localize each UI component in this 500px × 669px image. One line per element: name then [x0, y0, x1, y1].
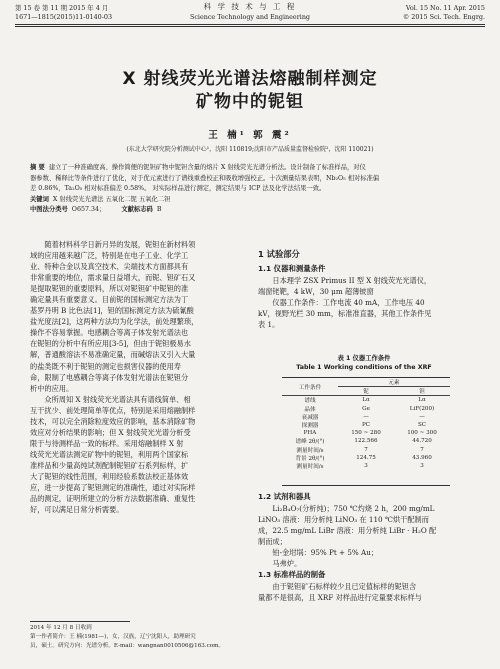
section-1-1-line: 日本理学 ZSX Primus II 型 X 射线荧光光谱仪，	[272, 276, 432, 285]
intro-line: 线荧光光谱法测定矿物中的铌钽，利用两个国家标	[30, 449, 189, 459]
abstract-line-3: 差 0.86%，Ta₂O₅ 相对标准偏差 0.58%。 对实际样品进行测定，测定结果与 ICP 法及化学法结果一致。	[30, 185, 326, 193]
table-row	[282, 429, 450, 437]
table-cell-ta: Lα	[418, 397, 426, 404]
table-cell-ta: 7	[420, 446, 424, 453]
table-cell-ta: LiF(200)	[409, 405, 435, 412]
intro-line: 的盐类既不利于铌钽的测定也损害仪器的使用寿	[30, 361, 181, 371]
table-cell-param: 晶体	[304, 406, 316, 413]
intro-line: 域的应用越来越广泛，特别是在电子工业、化学工	[30, 251, 189, 261]
doc-code: B	[156, 206, 162, 214]
intro-line: 业、特种合金以及真空技术、尖端技术方面都具有	[30, 262, 189, 272]
table-cell-ta: 3	[420, 462, 424, 469]
journal-volume-en: Vol. 15 No. 11 Apr. 2015	[405, 4, 485, 12]
intro-line: 众所周知 X 射线荧光光谱法具有谱线简单、相	[44, 394, 191, 404]
intro-line: 应，进一步提高了铌钽测定的准确性，通过对实际样	[30, 483, 196, 493]
table-cell-nb: —	[363, 413, 369, 420]
intro-line: 命，限制了电感耦合等离子体发射光谱法在铌钽分	[30, 372, 189, 382]
table-cell-param: 探测器	[301, 423, 319, 430]
section-1	[258, 247, 470, 330]
table-row	[282, 405, 450, 413]
table-cell-nb: 150 ~ 280	[351, 430, 381, 437]
keywords: X 射线荧光光谱法 五氧化二铌 五氧化二钽	[52, 195, 171, 203]
section-1-2-line: LiNO₃ 溶液：用分析纯 LiNO₃ 在 110 ℃烘干配制而	[258, 515, 429, 525]
table-caption	[258, 354, 470, 372]
intro-line: 在铌钽的分析中有所应用[3-5]，但由于铌钽极易水	[30, 339, 191, 349]
section-1-3-line: 由于铌钽矿石标样较少且已定值标样的铌钽含	[272, 582, 417, 592]
table-row	[282, 413, 450, 421]
table-cell-ta: 43.960	[412, 454, 432, 461]
header-rule	[15, 24, 485, 25]
table-cell-ta: SC	[417, 422, 427, 429]
table-cell-nb: 122.566	[354, 438, 378, 445]
table-cell-param: 衰减器	[301, 414, 319, 421]
table-header-nb: 铌	[363, 389, 369, 396]
paper-affiliation: (东北大学研究院分析测试中心¹，沈阳 110819;沈阳市产品质量监督检验院²，沈阳 110021)	[126, 146, 374, 153]
intro-line: 解，普通酸溶法不易准确定量，而碱熔法又引入大量	[30, 350, 196, 360]
table-row	[282, 454, 450, 462]
table-caption-cn: 表 1 仪器工作条件	[337, 355, 391, 362]
section-1-1-line: 端窗铑靶，4 kW，30 μm 超薄铍窗	[258, 287, 374, 297]
keywords-line	[30, 195, 475, 206]
journal-volume-issue: 第 15 卷 第 11 期 2015 年 4 月	[15, 4, 109, 12]
classification-line	[30, 205, 475, 216]
journal-name-en: Science Technology and Engineering	[189, 13, 311, 21]
abstract	[30, 163, 475, 216]
table-row	[282, 437, 450, 445]
intro-line: 品的测定，证明所建立的分析方法数据准确、重复性	[30, 494, 196, 504]
working-conditions-table	[282, 378, 450, 470]
clc-code: O657.34；	[71, 206, 106, 214]
table-header-element: 元素	[338, 378, 450, 387]
abstract-line-1: 摘 要 建立了一种准确度高、操作简便的铌钽矿物中铌钽含量的熔片 X 射线荧光光谱分析法。设计制备了标准样品，对仪	[30, 164, 366, 171]
intro-line: 好，可以满足日常分析需要。	[30, 505, 124, 515]
table-cell-nb: Lα	[362, 397, 370, 404]
table-bottom-rule	[282, 485, 450, 486]
table-caption-en: Table 1 Working conditions of the XRF	[296, 364, 432, 371]
section-1-1-line: 仪器工作条件：工作电流 40 mA，工作电压 40	[272, 298, 425, 308]
intro-line: 是提取铌钽的重要原料，所以对铌钽矿中铌钽的准	[30, 284, 189, 294]
intro-line: 确定量具有重要意义。目前铌的国标测定方法为丁	[30, 295, 189, 305]
section-1-3-title: 1.3 标准样品的制备	[258, 570, 326, 580]
section-1-1-title: 1.1 仪器和测量条件	[258, 264, 326, 273]
table-header-ta: 钽	[419, 389, 425, 396]
doc-code-label: 文献标志码	[121, 206, 153, 214]
journal-issn: 1671—1815(2015)11-0140-03	[15, 13, 113, 21]
intro-line: 技术，可以完全消除粒度效应的影响，基本消除矿物	[30, 416, 196, 426]
table-cell-param: 测量时间/s	[296, 463, 324, 470]
section-1-title: 1 试验部分	[258, 249, 300, 259]
table-cell-nb: 124.75	[356, 454, 376, 461]
paper-authors: 王 楠¹ 郭 震²	[208, 130, 292, 141]
intro-line: 基罗丹明 B 比色法[1]，钽的国标测定方法为硫氰酸	[30, 306, 194, 316]
abstract-label: 摘 要	[30, 164, 45, 171]
section-1-2-line: 制而成；	[258, 537, 287, 547]
table-cell-ta: —	[419, 413, 425, 420]
intro-line: 互干扰少、前处理简单等优点，特别是采用熔融制样	[30, 405, 196, 415]
table-header-param: 工作条件	[298, 384, 322, 391]
intro-line: 析中的应用。	[30, 383, 74, 393]
abstract-line-2: 器参数、稀释比等条件进行了优化，对于优元素进行了谱线重叠校正和吸收增强校正。十次测量结果表明，Nb₂O₅ 相对标准偏	[30, 174, 380, 182]
table-row	[282, 462, 450, 470]
table-cell-nb: 3	[364, 462, 368, 469]
table-cell-nb: PC	[361, 422, 371, 429]
table-cell-param: 谱峰 2θ/(°)	[295, 439, 325, 446]
intro-line: 大了铌钽的线性范围，利用经验系数法校正基体效	[30, 471, 189, 481]
table-cell-param: PHA	[303, 430, 317, 437]
table-cell-param: 背景 2θ/(°)	[295, 455, 325, 462]
journal-name-cn: 科 学 技 术 与 工 程	[203, 2, 297, 11]
section-1-1-line: 表 1。	[258, 320, 280, 330]
table-row	[282, 421, 450, 429]
table-cell-nb: Ge	[362, 405, 370, 412]
intro-line: 限于与待测样品一致的标样。采用熔融制样 X 射	[30, 438, 184, 448]
table-row	[282, 446, 450, 454]
table-cell-ta: 44.720	[412, 438, 432, 445]
keywords-label: 关键词	[30, 195, 49, 203]
section-1-2-line: 成，22.5 mg/mL LiBr 溶液：用分析纯 LiBr · H₂O 配	[258, 526, 437, 536]
table-cell-nb: 7	[364, 446, 368, 453]
table-row	[282, 396, 450, 405]
paper-title-line2: 矿物中的铌钽	[196, 92, 304, 112]
section-1-1-line: kV，视野光栏 30 mm，标准准直器，其他工作条件见	[258, 309, 432, 319]
section-1-2	[258, 491, 470, 603]
table-cell-param: 谱线	[304, 398, 316, 405]
footnote-rule	[30, 621, 130, 622]
clc-label: 中图法分类号	[30, 206, 68, 214]
intro-line: 随着材料科学日新月异的发展，铌钽在新材料领	[44, 240, 196, 249]
section-1-3-line: 量都不是很高，且 XRF 对样品进行定量要求标样与	[258, 593, 422, 603]
intro-line: 非常重要的地位，需求量日益增大，而铌、钽矿石又	[30, 273, 196, 283]
section-1-2-line: 铂-金坩埚：95% Pt + 5% Au；	[272, 548, 379, 558]
intro-line: 盐光度法[2]，这两种方法均为化学法，前处理繁琐，	[30, 317, 199, 327]
header-rule-thin	[15, 26, 485, 27]
intro-column	[30, 239, 240, 515]
paper-title-line1: X 射线荧光光谱法熔融制样测定	[122, 69, 378, 89]
journal-copyright: © 2015 Sci. Tech. Engrg.	[402, 13, 485, 21]
section-1-2-line: Li₂B₄O₇(分析纯)；750 ℃灼烧 2 h，200 mg/mL	[272, 504, 435, 513]
section-1-2-title: 1.2 试剂和器具	[258, 492, 311, 501]
intro-line: 操作不容易掌握。电感耦合等离子体发射光谱法也	[30, 328, 189, 338]
section-1-2-line: 马弗炉。	[272, 559, 302, 569]
intro-line: 准样品和少量高纯试剂配制铌钽矿石系列标样，扩	[30, 460, 189, 470]
footnote-received: 2014 年 12 月 8 日收到	[30, 625, 92, 631]
table-cell-param: 测量时间/s	[296, 447, 324, 454]
table-cell-ta: 100 ~ 300	[407, 430, 437, 437]
footnote-author-2: 员，硕士。研究方向：光谱分析。E-mail：wangnan0010506@163.com。	[30, 643, 225, 649]
footnote-author-1: 第一作者简介：王 楠(1981—)，女，汉族，辽宁沈阳人，助理研究	[30, 634, 196, 640]
intro-line: 效应对分析结果的影响；但 X 射线荧光光谱分析受	[30, 427, 191, 437]
footnotes	[30, 624, 245, 651]
